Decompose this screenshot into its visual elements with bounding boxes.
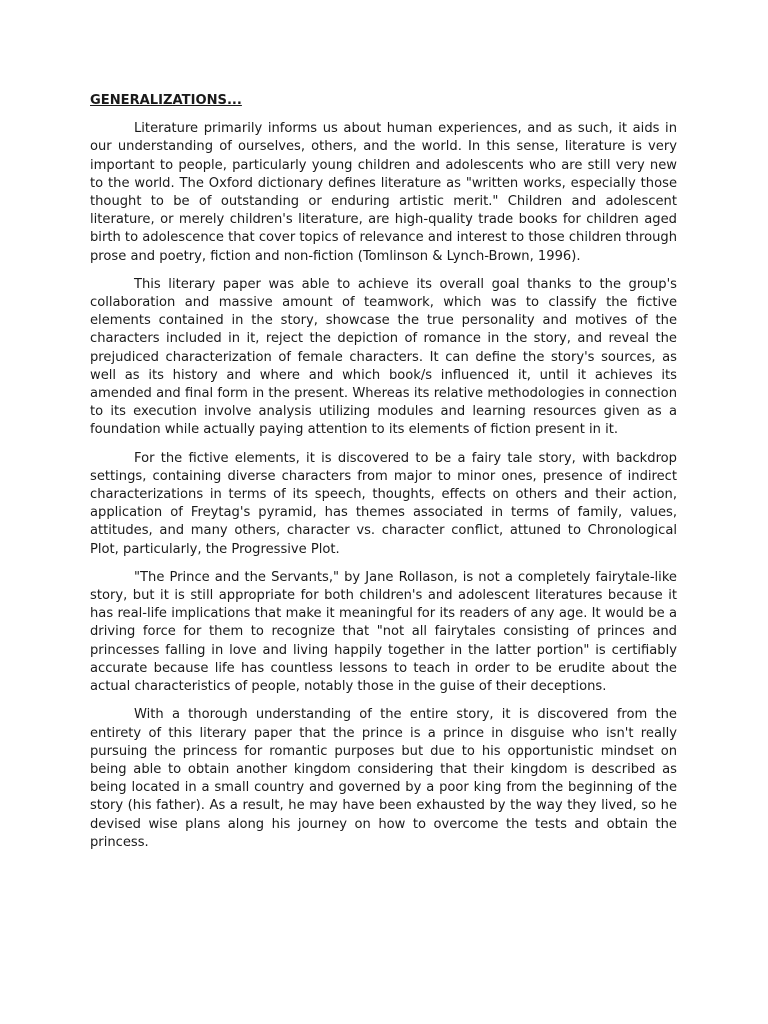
document-page bbox=[90, 92, 677, 862]
paragraph-paper-goal: This literary paper was able to achieve its overall goal thanks to the group's collaboration and massive amount of teamwork, which was to classify the fictive elements contained in the story, showcase the true personality and motives of the characters included in it, reject the depiction of romance in the story, and reveal the prejudiced characterization of female characters. It can define the story's sources, as well as its history and where and which book/s influenced it, until it achieves its amended and final form in the present. Whereas its relative methodologies in connection to its execution involve analysis utilizing modules and learning resources given as a foundation while actually paying attention to its elements of fiction present in it. bbox=[90, 276, 677, 438]
paragraph-literature-intro: Literature primarily informs us about human experiences, and as such, it aids in our understanding of ourselves, others, and the world. In this sense, literature is very important to people, particularly young children and adolescents who are still very new to the world. The Oxford dictionary defines literature as "written works, especially those thought to be of outstanding or enduring artistic merit." Children and adolescent literature, or merely children's literature, are high-quality trade books for children aged birth to adolescence that cover topics of relevance and interest to those children through prose and poetry, fiction and non-fiction (Tomlinson & Lynch-Brown, 1996). bbox=[90, 121, 677, 264]
paragraph-prince-analysis: With a thorough understanding of the entire story, it is discovered from the entirety of this literary paper that the prince is a prince in disguise who isn't really pursuing the princess for romantic purposes but due to his opportunistic mindset on being able to obtain another kingdom considering that their kingdom is described as being located in a small country and governed by a poor king from the beginning of the story (his father). As a result, he may have been exhausted by the way they lived, so he devised wise plans along his journey on how to overcome the tests and obtain the princess. bbox=[90, 707, 677, 850]
paragraph-story-appropriateness: "The Prince and the Servants," by Jane Rollason, is not a completely fairytale-like story, but it is still appropriate for both children's and adolescent literatures because it has real-life implications that make it meaningful for its readers of any age. It would be a driving force for them to recognize that "not all fairytales consisting of princes and princesses falling in love and living happily together in the latter portion" is certifiably accurate because life has countless lessons to teach in order to be erudite about the actual characteristics of people, notably those in the guise of their deceptions. bbox=[90, 569, 677, 695]
section-heading: GENERALIZATIONS... bbox=[90, 93, 242, 108]
paragraph-fictive-elements: For the fictive elements, it is discovered to be a fairy tale story, with backdrop settings, containing diverse characters from major to minor ones, presence of indirect characterizations in terms of its speech, thoughts, effects on others and their action, application of Freytag's pyramid, has themes associated in terms of family, values, attitudes, and many others, character vs. character conflict, attuned to Chronological Plot, particularly, the Progressive Plot. bbox=[90, 450, 677, 557]
